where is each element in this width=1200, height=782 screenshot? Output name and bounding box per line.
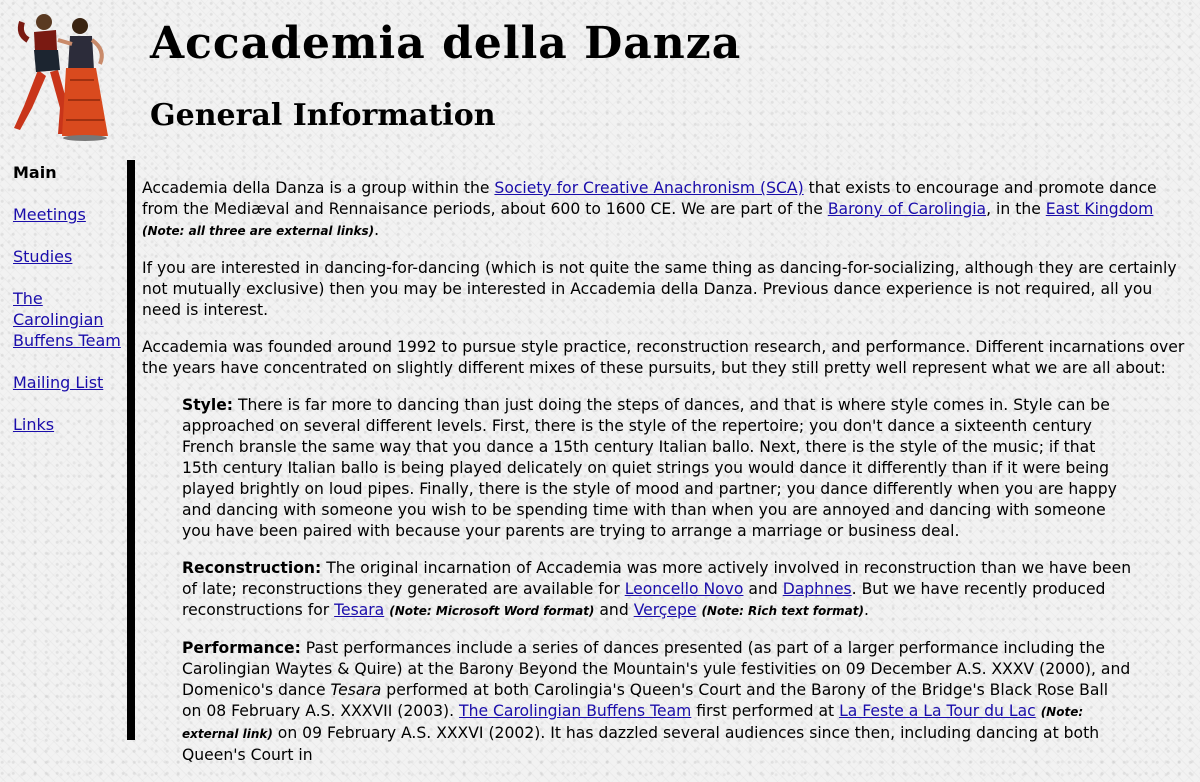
page-title: General Information	[150, 98, 496, 133]
external-links-note: (Note: all three are external links)	[142, 224, 375, 238]
intro-text: that exists to encourage and promote dance from the Mediæval and Rennaisance periods, about 600 to 1600 CE. We are part of the	[142, 179, 1157, 218]
rtf-format-note: (Note: Rich text format)	[701, 604, 864, 618]
performance-text: first performed at	[691, 702, 840, 720]
sidebar-nav	[13, 162, 123, 456]
sidebar-link-meetings[interactable]: Meetings	[13, 205, 86, 224]
style-heading: Style:	[182, 396, 234, 414]
performance-text: performed at both Carolingia's Queen's Court and the Barony of the Bridge's Black Rose Ball on 08 February A.S. XXXVII (2003).	[182, 681, 1109, 720]
intro-text: .	[374, 221, 380, 239]
interest-paragraph: If you are interested in dancing-for-dancing (which is not quite the same thing as dancing-for-socializing, although they are certainly not mutually exclusive) then you may be interested in Accademia della Danza. Previous dance experience is not required, all you need is interest.	[142, 259, 1177, 319]
performance-text: Past performances include a series of dances presented (as part of a larger performance including the Carolingian Waytes & Quire) at the Barony Beyond the Mountain's yule festivities on 09 December A.S. XXXV (2000), and Domenico's dance	[182, 639, 1131, 699]
barony-link[interactable]: Barony of Carolingia	[827, 200, 987, 218]
reconstruction-text: . But we have recently produced reconstructions for	[182, 580, 1106, 619]
performance-text: on 09 February A.S. XXXVI (2002). It has dazzled several audiences since then, including dancing at both Queen's Court in	[182, 724, 1100, 764]
performance-section	[182, 638, 1132, 766]
style-text: There is far more to dancing than just doing the steps of dances, and that is where style comes in. Style can be approached on several different levels. First, there is the style of the repertoire; you don't dance a sixteenth century French bransle the same way that you dance a 15th century Italian ballo. Next, there is the style of the music; if that 15th century Italian ballo is being played delicately on quiet strings you would dance it differently than if it were being played brightly on loud pipes. Finally, there is the style of mood and partner; you dance differently when you are happy and dancing with someone you wish to be spending time with than when you are annoyed and dancing with someone you have been paired with because your parents are trying to arrange a marriage or business deal.	[182, 396, 1117, 540]
dancers-logo	[10, 10, 116, 142]
vercepe-link[interactable]: Verçepe	[633, 601, 697, 619]
intro-paragraph	[142, 178, 1192, 242]
sidebar-link-links[interactable]: Links	[13, 415, 55, 434]
la-feste-link[interactable]: La Feste a La Tour du Lac	[839, 702, 1036, 720]
reconstruction-text: The original incarnation of Accademia was more actively involved in reconstruction than we have been of late; reconstructions they generated are available for	[182, 559, 1132, 598]
sca-link[interactable]: Society for Creative Anachronism (SCA)	[494, 179, 804, 197]
performance-heading: Performance:	[182, 639, 301, 657]
sidebar-link-buffens-team[interactable]: The Carolingian Buffens Team	[13, 289, 121, 350]
sidebar-item-main: Main	[13, 163, 57, 182]
founding-paragraph: Accademia was founded around 1992 to pursue style practice, reconstruction research, and performance. Different incarnations over the years have concentrated on slightly different mixes of these pursuits, but they still pretty well represent what we are all about:	[142, 338, 1185, 377]
site-title: Accademia della Danza	[150, 18, 742, 69]
sidebar-link-mailing-list[interactable]: Mailing List	[13, 373, 104, 392]
vertical-divider	[127, 160, 135, 740]
buffens-team-link[interactable]: The Carolingian Buffens Team	[459, 702, 692, 720]
reconstruction-heading: Reconstruction:	[182, 559, 322, 577]
sidebar-link-studies[interactable]: Studies	[13, 247, 73, 266]
main-content	[142, 178, 1192, 782]
tesara-title: Tesara	[330, 681, 382, 699]
style-section	[182, 395, 1132, 542]
reconstruction-text: and	[743, 580, 783, 598]
east-kingdom-link[interactable]: East Kingdom	[1045, 200, 1154, 218]
tesara-link[interactable]: Tesara	[334, 601, 385, 619]
daphnes-link[interactable]: Daphnes	[782, 580, 852, 598]
reconstruction-text: .	[863, 601, 869, 619]
word-format-note: (Note: Microsoft Word format)	[389, 604, 595, 618]
reconstruction-section	[182, 558, 1132, 622]
intro-text: Accademia della Danza is a group within the	[142, 179, 495, 197]
intro-text: , in the	[986, 200, 1046, 218]
reconstruction-text: and	[594, 601, 634, 619]
external-link-note: (Note: external link)	[182, 705, 1084, 741]
leoncello-novo-link[interactable]: Leoncello Novo	[624, 580, 744, 598]
